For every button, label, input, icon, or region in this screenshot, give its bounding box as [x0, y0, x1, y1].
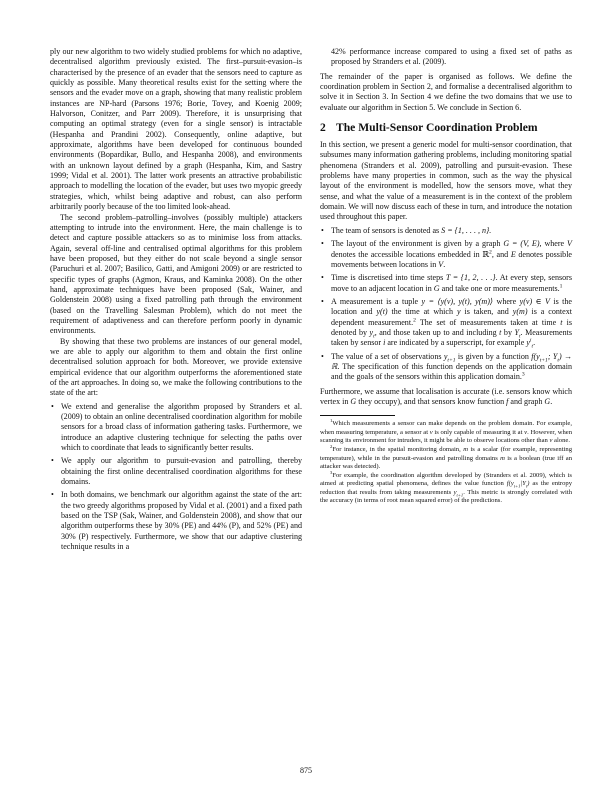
paragraph-text: .: [550, 396, 553, 406]
list-item-text: denotes the accessible locations embedded in: [331, 249, 483, 259]
bullet-icon: •: [321, 296, 324, 306]
paragraph-text: they occupy), and that sensors know function: [356, 396, 507, 406]
list-item-text: . Measurements taken by sensor: [331, 327, 572, 348]
math-symbol: G: [544, 396, 551, 406]
math-symbol: t: [560, 317, 563, 327]
page-number: 875: [300, 766, 312, 775]
list-item: [320, 352, 572, 383]
footnote: [320, 420, 572, 445]
list-item-text: The layout of the environment is given by a graph: [331, 239, 504, 249]
list-item: [320, 297, 572, 349]
bullet-icon: •: [51, 456, 54, 466]
footnote-text: is only capable of measuring it at: [432, 428, 525, 436]
paragraph-text: Furthermore, we assume that localisation is accurate (i.e. sensors know which vertex in: [320, 386, 572, 406]
footnote-marker: 1: [559, 282, 563, 289]
math-symbol: f(y: [531, 351, 540, 361]
math-symbol: y(v) ∈ V: [519, 296, 550, 306]
math-subscript: t: [525, 483, 528, 489]
math-symbol: y: [526, 338, 530, 348]
list-item-text: The value of a set of observations: [331, 351, 444, 361]
math-subscript: t: [557, 357, 559, 364]
footnote-text: For example, the coordination algorithm developed by (Stranders et al. 2009), which is aimed at predicting spatial phenomena, defines the value function: [320, 472, 572, 488]
footnote-mark: 2: [330, 444, 333, 450]
list-item-text: by: [501, 327, 515, 337]
math-superscript: 2: [489, 248, 492, 255]
math-symbol: |Y: [520, 480, 526, 488]
list-item-text: are indicated by a superscript, for example: [385, 338, 527, 348]
list-item-text: and take one or more measurements.: [439, 283, 560, 293]
footnote-text: For instance, in the spatial monitoring domain,: [332, 446, 464, 454]
list-item-text: The set of measurements taken at time: [415, 317, 561, 327]
math-symbol: Y: [514, 327, 519, 337]
list-item: [50, 456, 302, 487]
footnote-text: alone.: [552, 436, 570, 444]
footnote-divider: [320, 415, 395, 416]
math-symbol: (V, E): [520, 239, 540, 249]
footnote-mark: 3: [330, 469, 333, 475]
math-symbol: ℝ: [482, 249, 490, 259]
math-symbol: y: [456, 307, 461, 317]
list-item-text: .: [533, 338, 536, 348]
list-item-text: where: [493, 296, 520, 306]
math-superscript: i: [529, 337, 532, 344]
list-item: [50, 490, 302, 552]
bullet-icon: •: [321, 225, 324, 235]
math-symbol: v: [524, 428, 528, 436]
footnote-text: is a boolean (true iff an attacker was detected).: [320, 454, 572, 470]
math-symbol: f: [506, 396, 509, 406]
paragraph-section-intro: In this section, we present a generic model for multi-sensor coordination, that subsumes many information gathering problems, including monitoring spatial phenomena (Stranders et al. 2009), patrolling and pursuit-evasion. These problems have many properties in common, such as the way the physical layout of the environment is modelled, how the sensors move, what they sense, and what the value of a measurement is in the context of the problem domain. We will now discuss each of these in turn, and introduce the notation used throughout this paper.: [320, 140, 572, 222]
math-symbol: m: [500, 454, 505, 462]
footnote-marker: 2: [413, 316, 416, 323]
math-subscript: t+1: [513, 483, 521, 489]
contributions-list: [50, 402, 302, 553]
math-symbol: m: [463, 446, 468, 454]
list-item-text: denotes possible movements between locations in: [331, 249, 573, 269]
list-item-text: . At every step, sensors move to an adjacent location in: [331, 273, 572, 293]
math-symbol: v: [549, 436, 553, 444]
list-item-text: In both domains, we benchmark our algorithm against the state of the art: the two greedy algorithms proposed by Vidal et al. (2001) and a fixed path based on the TSP (Sak, Wainer, and Goldenstein 2008), and show that our algorithm outperforms these by 30% (PE) and 44% (P), and 52% (PE) and 30% (P) respectively. Furthermore, we show that our adaptive clustering technique results in a: [61, 490, 302, 552]
paragraph-text: and graph: [508, 396, 545, 406]
math-symbol: G =: [503, 239, 518, 249]
list-item-text: , where: [539, 239, 568, 249]
paragraph-contributions-intro: By showing that these two problems are instances of our general model, we are able to apply our algorithm to them and obtain the first online decentralised solution approach for both. Moreover, we provide extensive empirical evidence that our algorithm outperforms the aforementioned state of the art approaches. In doing so, we make the following contributions to the state of the art:: [50, 336, 302, 398]
math-symbol: y: [453, 488, 457, 496]
list-item: [320, 239, 572, 270]
math-symbol: ): [527, 480, 530, 488]
list-item-text: . The specification of this function depends on the application domain and the goals of the sensors within this application domain.: [331, 361, 572, 382]
bullet-icon: •: [321, 351, 324, 361]
list-item-text: Time is discretised into time steps: [331, 273, 446, 283]
model-definition-list: [320, 226, 572, 383]
footnote-text: as the entropy reduction that results from taking measurements: [320, 480, 572, 496]
math-subscript: t+1: [539, 357, 548, 364]
list-item: [50, 402, 302, 454]
list-item-text: We extend and generalise the algorithm proposed by Stranders et al. (2009) to obtain an online decentralised coordination algorithm for mobile sensors for a broad class of information gathering tasks. Furthermore, we introduce an adaptive clustering technique for selecting the paths over which to coordinate that leads to significantly better results.: [61, 401, 302, 453]
list-item-text: , and: [491, 249, 511, 259]
math-subscript: t: [531, 343, 534, 350]
math-symbol: ; Y: [547, 351, 558, 361]
paragraph-assumptions: [320, 387, 572, 408]
paragraph-continuation: ply our new algorithm to two widely studied problems for which no adaptive, decentralised algorithm previously existed. The first–pursuit-evasion–is characterised by the presence of an evader that the sensors need to capture as quickly as possible. Many theoretical results exist for the setting where the sensors and the evader move on a graph, showing that many realistic problem instances are NP-hard (Parsons 1976; Borie, Tovey, and Koenig 2009; Halvorson, Conitzer, and Parr 2009). Therefore, it is unsurprising that computing an optimal strategy (even for a single sensor) is intractable (Hespanha and Prandini 2002). Consequently, online adaptive, but approximate, algorithms have been developed for continuous bounded environments (Bopardikar, Bullo, and Hespanha 2008), and environments with an unknown layout defined by a graph (Hespanha, Kim, and Sastry 1999; Vidal et al. 2001). The latter work presents an attractive probabilistic approach to modelling the location of the evader, but uses two myopic greedy strategies, which, whilst being adaptive and robust, can also perform arbitrarily poorly because of the too limited look-ahead.: [50, 47, 302, 212]
list-item-text: , and those taken up to and including: [374, 327, 500, 337]
footnote: [320, 446, 572, 471]
bullet-icon: •: [51, 401, 54, 411]
list-item-text: A measurement is a tuple: [331, 296, 422, 306]
list-item-text: We apply our algorithm to pursuit-evasion and patrolling, thereby obtaining the first online decentralised coordination algorithms for these domains.: [61, 456, 302, 487]
list-item-text: is taken, and: [460, 307, 513, 317]
footnote-marker: 3: [521, 371, 525, 378]
footnote: [320, 469, 572, 505]
math-symbol: V: [438, 259, 444, 269]
footnote-text: Which measurements a sensor can make depends on the problem domain. For example, when measuring temperature, a sensor at: [320, 420, 572, 436]
list-item-text: The team of sensors is denoted as: [331, 225, 442, 235]
list-item: [320, 273, 572, 294]
footnote-text: . This metric is strongly correlated with the accuracy (in terms of root mean squared error) of the predictions.: [320, 488, 572, 504]
math-symbol: i: [383, 338, 386, 348]
paragraph-remainder: The remainder of the paper is organised as follows. We define the coordination problem in Section 2, and formalise a decentralised algorithm to solve it in Section 3. In Section 4 we define the two domains that we use to evaluate our algorithm in Section 5. We conclude in Section 6.: [320, 71, 572, 112]
math-symbol: G: [350, 396, 357, 406]
list-item-text: is a context dependent measurement.: [331, 307, 572, 327]
math-subscript: t+1: [456, 492, 464, 497]
left-column: [50, 47, 302, 557]
bullet-continuation: 42% performance increase compared to using a fixed set of paths as proposed by Stranders et al. (2009).: [331, 47, 572, 67]
section-number: 2: [320, 121, 326, 135]
bullet-icon: •: [321, 273, 324, 283]
math-symbol: y(t): [376, 307, 388, 317]
math-symbol: ) → ℝ: [331, 351, 572, 371]
math-subscript: t: [373, 333, 375, 340]
math-symbol: y: [369, 327, 374, 337]
math-symbol: E: [510, 249, 516, 259]
footnote-text: . However, when scanning its environment for intruders, it might be able to observe locations other than: [320, 428, 573, 444]
bullet-icon: •: [321, 239, 324, 249]
math-symbol: V: [567, 239, 572, 249]
list-item-text: is given by a function: [455, 351, 532, 361]
footnote-text: is a scalar (for example, representing temperature), while in the pursuit-evasion and patrolling domains: [320, 446, 572, 462]
math-symbol: G: [433, 283, 440, 293]
math-symbol: t: [499, 327, 502, 337]
section-heading: [320, 121, 572, 135]
math-symbol: y(m): [512, 307, 528, 317]
list-item-text: the time at which: [387, 307, 457, 317]
list-item-text: is denoted by: [331, 317, 572, 337]
math-symbol: y = ⟨y(v), y(t), y(m)⟩: [421, 296, 494, 306]
section-title: The Multi-Sensor Coordination Problem: [336, 121, 538, 135]
math-symbol: y: [443, 351, 448, 361]
paragraph-patrolling: The second problem–patrolling–involves (possibly multiple) attackers attempting to intrude into the environment. Here, the main challenge is to detect and capture possible attackers so as to minimise loss from attacks. Again, several off-line and centralised optimal algorithms for this problem have been proposed, but they either do not scale beyond a single sensor (Paruchuri et al. 2007; Basilico, Gatti, and Amigoni 2009) or are restricted to specific types of graphs (Agmon, Kraus, and Kaminka 2008). On the other hand, approximate techniques have been proposed (Sak, Wainer, and Goldenstein 2008) using a fixed patrolling path through the environment (based on the Travelling Salesman Problem), which do not meet the requirement of adaptiveness and can therefore perform poorly in dynamic environments.: [50, 212, 302, 336]
list-item-text: .: [443, 259, 446, 269]
right-column: [320, 47, 572, 506]
bullet-icon: •: [51, 490, 54, 500]
math-subscript: t+1: [447, 357, 456, 364]
math-sensor-set: S = {1, . . . , n}.: [441, 225, 492, 235]
math-symbol: v: [429, 428, 433, 436]
math-symbol: T = {1, 2, . . .}: [445, 273, 496, 283]
list-item: [320, 226, 572, 236]
footnote-mark: 1: [330, 418, 333, 424]
math-subscript: t: [518, 333, 521, 340]
list-item-text: is the location and: [331, 296, 573, 317]
math-symbol: f(y: [506, 480, 514, 488]
